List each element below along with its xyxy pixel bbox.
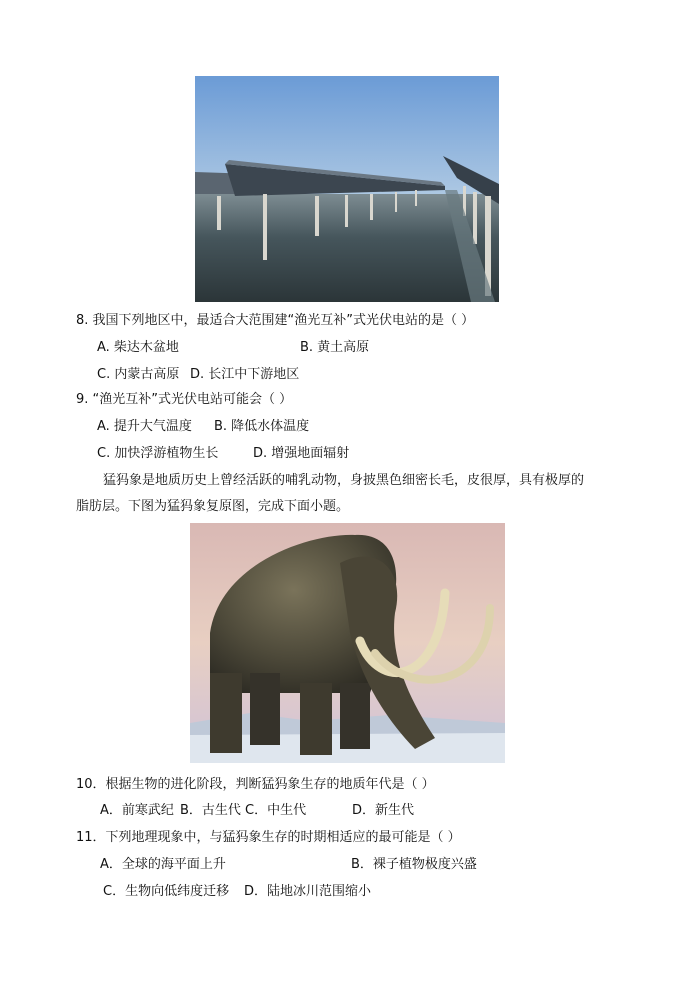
question-8-stem: 8. 我国下列地区中，最适合大范围建“渔光互补”式光伏电站的是（ ）: [76, 313, 475, 328]
question-10-option-c: C．中生代: [245, 803, 307, 818]
question-10-option-a: A．前寒武纪: [100, 803, 174, 818]
question-11-option-c: C．生物向低纬度迁移: [103, 884, 230, 899]
question-9-option-b: B. 降低水体温度: [214, 419, 310, 434]
question-11-option-b: B．裸子植物极度兴盛: [351, 857, 477, 872]
question-8-option-b: B. 黄土高原: [300, 340, 370, 355]
question-9-stem: 9. “渔光互补”式光伏电站可能会（ ）: [76, 392, 293, 407]
question-9-option-d: D. 增强地面辐射: [253, 446, 350, 461]
question-11-stem: 11．下列地理现象中，与猛犸象生存的时期相适应的最可能是（ ）: [76, 830, 461, 845]
question-10-stem: 10．根据生物的进化阶段，判断猛犸象生存的地质年代是（ ）: [76, 777, 435, 792]
solar-fishery-photo: [195, 76, 499, 302]
question-9-option-a: A. 提升大气温度: [97, 419, 192, 434]
question-8-option-c: C. 内蒙古高原: [97, 367, 180, 382]
mammoth-reconstruction-photo: [190, 523, 505, 763]
question-11-option-d: D．陆地冰川范围缩小: [244, 884, 372, 899]
question-10-option-b: B．古生代: [180, 803, 241, 818]
question-11-option-a: A．全球的海平面上升: [100, 857, 226, 872]
question-8-option-d: D. 长江中下游地区: [190, 367, 300, 382]
passage-line-1: 猛犸象是地质历史上曾经活跃的哺乳动物，身披黑色细密长毛，皮很厚，具有极厚的: [103, 473, 585, 488]
question-10-option-d: D．新生代: [352, 803, 415, 818]
passage-line-2: 脂肪层。下图为猛犸象复原图，完成下面小题。: [76, 499, 350, 514]
question-8-option-a: A. 柴达木盆地: [97, 340, 179, 355]
question-9-option-c: C. 加快浮游植物生长: [97, 446, 219, 461]
